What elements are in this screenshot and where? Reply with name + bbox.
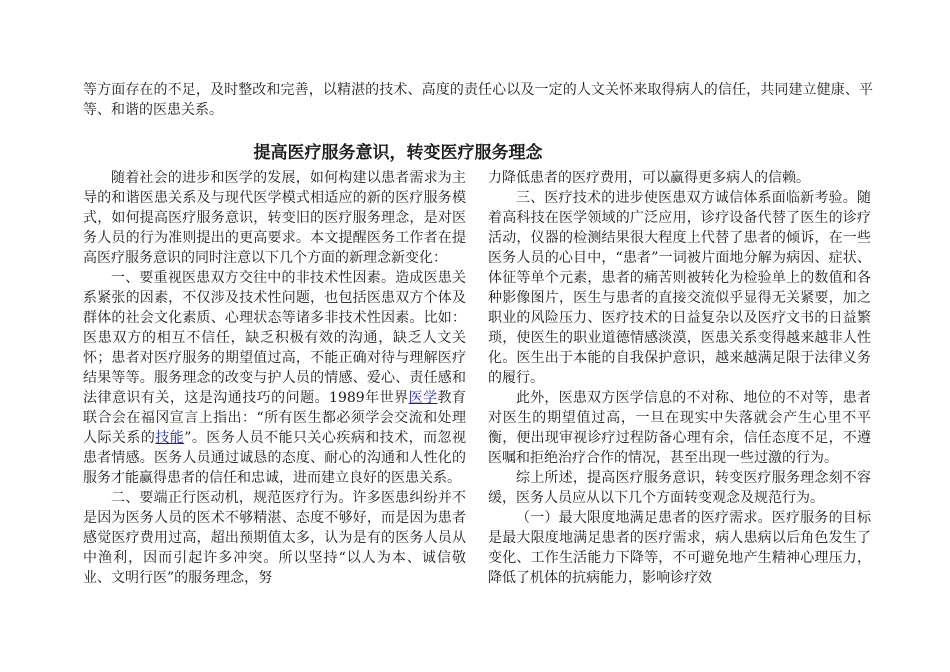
article-title-text: 提高医疗服务意识，转变医疗服务理念 [253,143,543,163]
right-column [488,168,871,588]
skill-link[interactable]: 技能 [155,430,185,446]
left-paragraph-2-text-a: 一、要重视医患双方交往中的非技术性因素。造成医患关系紧张的因素，不仅涉及技术性问题，也包括医患双方个体及群体的社会文化素质、心理状态等诸多非技术性因素。比如：医患双方的相互不信任，缺乏积极有效的沟通，缺乏人文关怀；患者对医疗服务的期望值过高，不能正确对待与理解医疗结果等等。服务理念的改变与护人员的情感、爱心、责任感和法律意识有关，这是沟通技巧的问题。1989年世界 [83,270,466,406]
right-paragraph-4: （一）最大限度地满足患者的医疗需求。医疗服务的目标是最大限度地满足患者的医疗需求，病人患病以后角色发生了变化、工作生活能力下降等，不可避免地产生精神心理压力，降低了机体的抗病能力，影响诊疗效 [488,510,871,586]
left-paragraph-2-text-c: ”。医务人员不能只关心疾病和技术，而忽视患者情感。医务人员通过诚恳的态度、耐心的沟通和人性化的服务才能赢得患者的信任和忠诚，进而建立良好的医患关系。 [83,430,467,486]
left-paragraph-2-text-b: 教育联合会在福冈宣言上指出：“所有医生都必须学会交流和处理人际关系的 [83,390,467,446]
left-paragraph-3: 二、要端正行医动机，规范医疗行为。许多医患纠纷并不是因为医务人员的医术不够精湛、态度不够好，而是因为患者感觉医疗费用过高，超出预期值太多，认为是有的医务人员从中渔利，因而引起许多冲突。所以坚持“以人为本、诚信敬业、文明行医”的服务理念，努 [83,490,466,586]
medicine-link[interactable]: 医学 [408,390,438,406]
right-paragraph-3: 综上所述，提高医疗服务意识，转变医疗服务理念刻不容缓，医务人员应从以下几个方面转变观念及规范行为。 [488,470,871,506]
left-column [83,168,466,588]
article-title [83,141,873,165]
right-paragraph-0: 力降低患者的医疗费用，可以赢得更多病人的信赖。 [488,170,810,186]
right-paragraph-2: 此外，医患双方医学信息的不对称、地位的不对等，患者对医生的期望值过高，一旦在现实中失落就会产生心里不平衡，便出现审视诊疗过程防备心理有余，信任态度不足，不遵医嘱和拒绝治疗合作的情况，甚至出现一些过激的行为。 [488,390,871,466]
intro-paragraph: 等方面存在的不足，及时整改和完善，以精湛的技术、高度的责任心以及一定的人文关怀来取得病人的信任，共同建立健康、平等、和谐的医患关系。 [83,82,873,118]
left-paragraph-2 [83,268,466,488]
left-paragraph-1: 随着社会的进步和医学的发展，如何构建以患者需求为主导的和谐医患关系及与现代医学模式相适应的新的医疗服务模式，如何提高医疗服务意识，转变旧的医疗服务理念，是对医务人员的行为准则提出的更高要求。本文提醒医务工作者在提高医疗服务意识的同时注意以下几个方面的新理念新变化： [83,170,466,266]
right-paragraph-1: 三、医疗技术的进步使医患双方诚信体系面临新考验。随着高科技在医学领域的广泛应用，诊疗设备代替了医生的诊疗活动，仪器的检测结果很大程度上代替了患者的倾诉，在一些医务人员的心目中，“患者”一词被片面地分解为病因、症状、体征等单个元素，患者的痛苦则被转化为检验单上的数值和各种影像图片，医生与患者的直接交流似乎显得无关紧要，加之职业的风险压力、医疗技术的日益复杂以及医疗文书的日益繁琐，使医生的职业道德情感淡漠，医患关系变得越来越非人性化。医生出于本能的自我保护意识，越来越满足限于法律义务的履行。 [488,190,871,386]
